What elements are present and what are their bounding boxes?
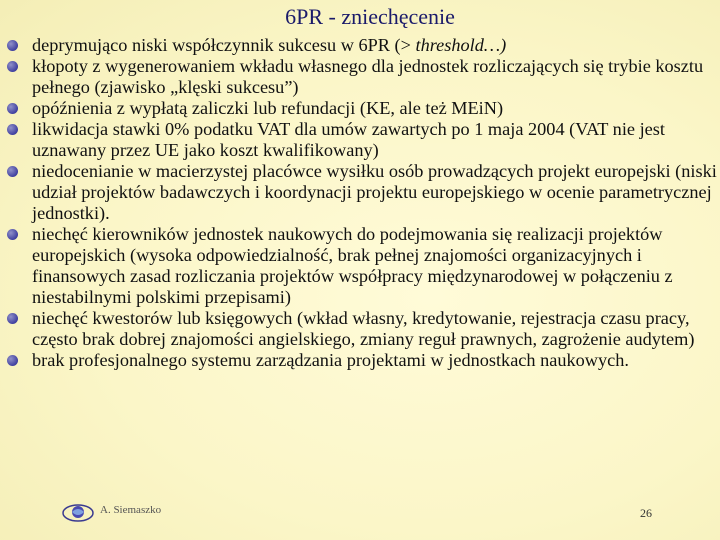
bullet-dot-icon	[7, 103, 18, 114]
bullet-text: opóźnienia z wypłatą zaliczki lub refundacji (KE, ale też MEiN)	[32, 98, 504, 118]
bullet-text: niechęć kwestorów lub księgowych (wkład własny, kredytowanie, rejestracja czasu pracy, często brak dobrej znajomości angielskiego, zmiany reguł prawnych, zagrożenie audytem)	[32, 308, 695, 349]
bullet-dot-icon	[7, 355, 18, 366]
bullet-italic-term: threshold…)	[415, 35, 507, 55]
bullet-list	[6, 35, 718, 371]
bullet-dot-icon	[7, 229, 18, 240]
bullet-text: deprymująco niski współczynnik sukcesu w 6PR (> threshold…)	[32, 35, 507, 55]
globe-logo-icon	[60, 500, 96, 524]
bullet-dot-icon	[7, 124, 18, 135]
list-item	[6, 350, 718, 371]
bullet-text: niedocenianie w macierzystej placówce wysiłku osób prowadzących projekt europejski (niski udział projektów badawczych i koordynacji projektu europejskiego w ocenie parametrycznej jednostki).	[32, 161, 717, 223]
list-item	[6, 98, 718, 119]
bullet-text: likwidacja stawki 0% podatku VAT dla umów zawartych po 1 maja 2004 (VAT nie jest uznawany przez UE jako koszt kwalifikowany)	[32, 119, 665, 160]
page-number: 26	[640, 506, 652, 520]
footer-author: A. Siemaszko	[100, 504, 162, 516]
bullet-dot-icon	[7, 61, 18, 72]
list-item	[6, 161, 718, 224]
bullet-dot-icon	[7, 166, 18, 177]
bullet-text: brak profesjonalnego systemu zarządzania projektami w jednostkach naukowych.	[32, 350, 629, 370]
list-item	[6, 35, 718, 56]
bullet-dot-icon	[7, 40, 18, 51]
list-item	[6, 119, 718, 161]
list-item	[6, 308, 718, 350]
bullet-dot-icon	[7, 313, 18, 324]
list-item	[6, 56, 718, 98]
bullet-text: kłopoty z wygenerowaniem wkładu własnego dla jednostek rozliczających się trybie kosztu pełnego (zjawisko „klęski sukcesu”)	[32, 56, 704, 97]
list-item	[6, 224, 718, 308]
bullet-text: niechęć kierowników jednostek naukowych do podejmowania się realizacji projektów europejskich (wysoka odpowiedzialność, brak pełnej znajomości organizacyjnych i finansowych zasad rozliczania projektów współpracy międzynarodowej w połączeniu z niestabilnymi polskimi przepisami)	[32, 224, 673, 307]
slide-title: 6PR - zniechęcenie	[285, 4, 455, 29]
